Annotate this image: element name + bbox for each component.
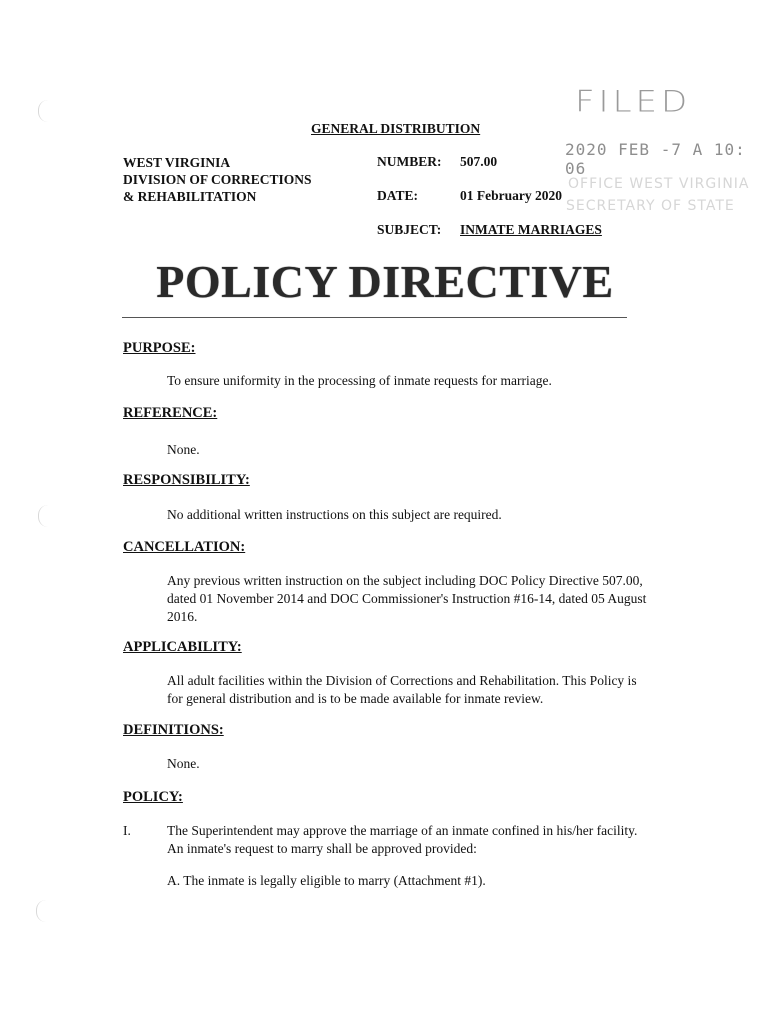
definitions-text: None. <box>167 756 200 771</box>
number-value: 507.00 <box>460 154 498 169</box>
date-label: DATE: <box>377 188 419 203</box>
applicability-text: All adult facilities within the Division of Corrections and Rehabilitation. This Policy is for general distribution and is to be made available for inmate review. <box>167 673 637 706</box>
filed-stamp-datetime: 2020 FEB -7 A 10: 06 <box>565 140 746 178</box>
purpose-text: To ensure uniformity in the processing of inmate requests for marriage. <box>167 373 552 388</box>
agency-line-1: WEST VIRGINIA <box>123 155 231 170</box>
agency-block <box>123 154 312 205</box>
filed-stamp-secretary: SECRETARY OF STATE <box>566 198 735 214</box>
number-label: NUMBER: <box>377 154 442 169</box>
page-title: POLICY DIRECTIVE <box>156 256 614 307</box>
punch-hole-mark <box>36 900 51 922</box>
responsibility-heading: RESPONSIBILITY: <box>123 472 250 488</box>
filed-stamp-office: OFFICE WEST VIRGINIA <box>568 176 750 192</box>
agency-line-3: & REHABILITATION <box>123 189 257 204</box>
subject-value: INMATE MARRIAGES <box>460 222 602 237</box>
general-distribution-label: GENERAL DISTRIBUTION <box>311 121 481 136</box>
punch-hole-mark <box>38 100 53 122</box>
applicability-heading: APPLICABILITY: <box>123 639 242 655</box>
reference-text: None. <box>167 442 200 457</box>
reference-heading: REFERENCE: <box>123 405 218 421</box>
subject-label: SUBJECT: <box>377 222 442 237</box>
policy-item-number: I. <box>123 823 131 838</box>
policy-heading: POLICY: <box>123 789 183 805</box>
definitions-heading: DEFINITIONS: <box>123 722 224 738</box>
policy-sub-item: A. The inmate is legally eligible to marry (Attachment #1). <box>167 873 486 888</box>
responsibility-text: No additional written instructions on this subject are required. <box>167 507 502 522</box>
title-divider <box>122 317 627 318</box>
punch-hole-mark <box>38 505 53 527</box>
policy-item-text: The Superintendent may approve the marriage of an inmate confined in his/her facility. An inmate's request to marry shall be approved provided: <box>167 823 638 856</box>
purpose-heading: PURPOSE: <box>123 340 196 356</box>
cancellation-text: Any previous written instruction on the subject including DOC Policy Directive 507.00, dated 01 November 2014 and DOC Commissioner's Instruction #16-14, dated 05 August 2016. <box>167 573 647 624</box>
cancellation-heading: CANCELLATION: <box>123 539 246 555</box>
filed-stamp: FILED <box>575 85 692 119</box>
date-value: 01 February 2020 <box>460 188 562 203</box>
agency-line-2: DIVISION OF CORRECTIONS <box>123 172 312 187</box>
